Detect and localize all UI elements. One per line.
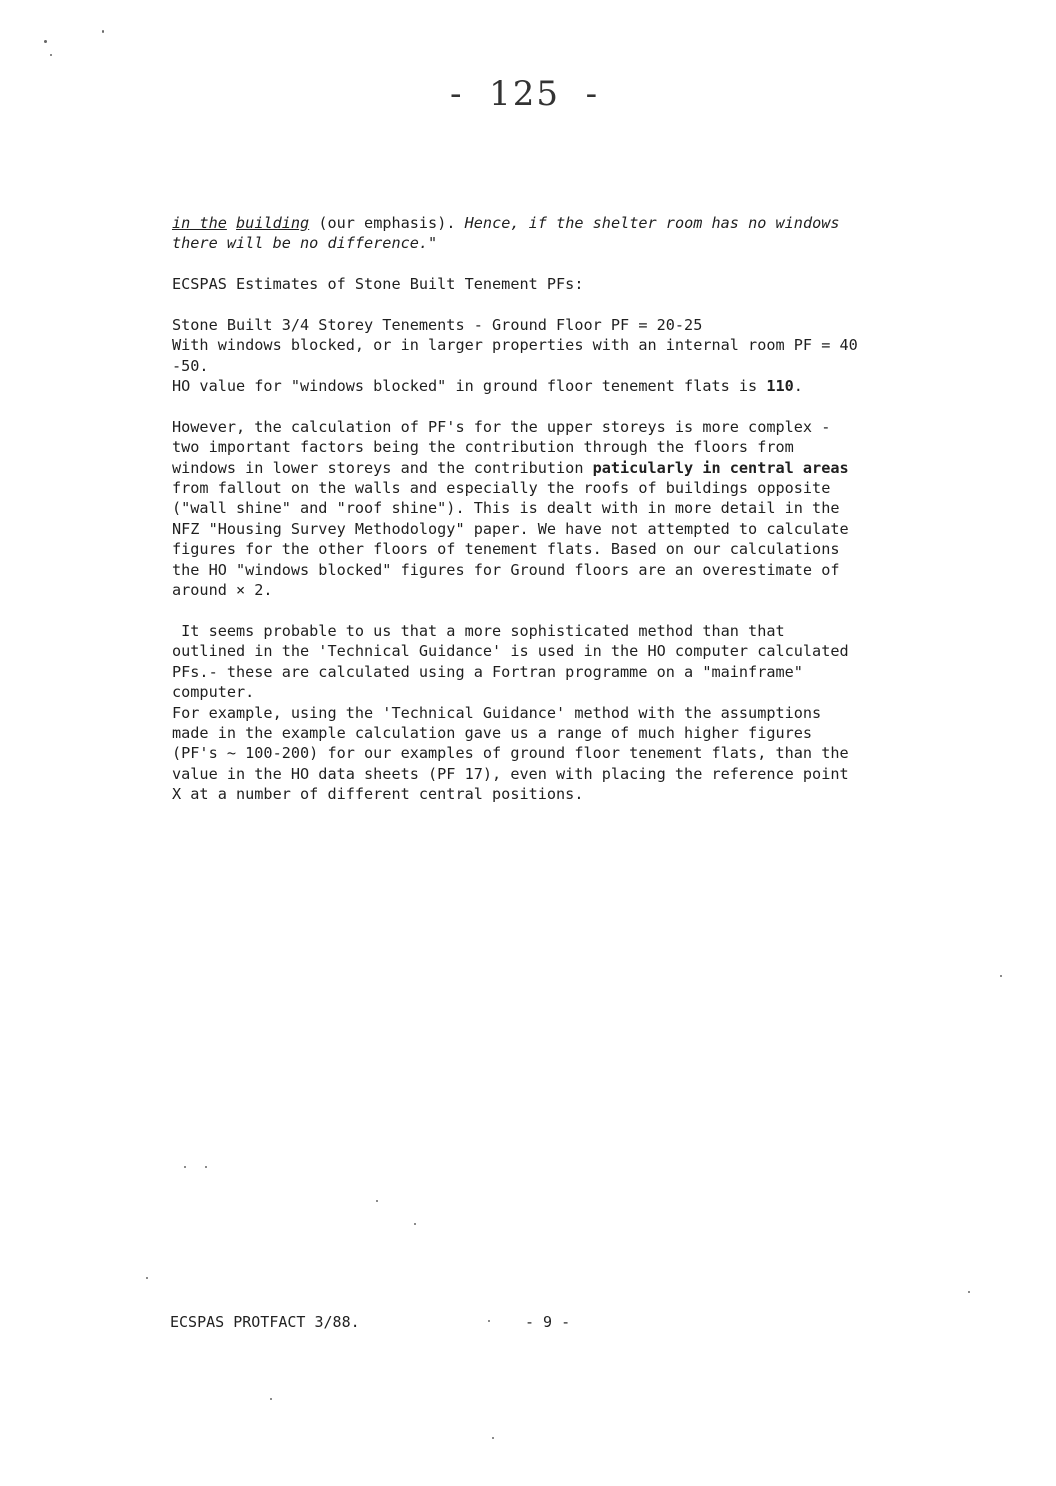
upper-line-4: from fallout on the walls and especially the roofs of buildings opposite [172, 479, 831, 498]
method-line-9: X at a number of different central positions. [172, 785, 584, 804]
quote-line-2: there will be no difference." [172, 234, 438, 253]
method-line-4: computer. [172, 683, 255, 702]
upper-line-2: two important factors being the contribution through the floors from [172, 438, 794, 457]
estimates-line-3: -50. [172, 356, 209, 375]
quote-tail-paragraph [172, 213, 952, 254]
scan-speck [146, 1277, 148, 1279]
scan-speck [205, 1166, 207, 1168]
emphasis-in-the: in the [172, 213, 227, 232]
upper-line-8: the HO "windows blocked" figures for Ground floors are an overestimate of [172, 560, 840, 579]
document-body [172, 172, 952, 825]
scan-speck [414, 1223, 416, 1225]
method-line-8: value in the HO data sheets (PF 17), even with placing the reference point [172, 764, 849, 783]
estimates-heading: ECSPAS Estimates of Stone Built Tenement PFs: [172, 275, 584, 294]
method-line-6: made in the example calculation gave us a range of much higher figures [172, 723, 813, 742]
upper-line-1: However, the calculation of PF's for the upper storeys is more complex - [172, 417, 831, 436]
method-line-2: outlined in the 'Technical Guidance' is used in the HO computer calculated [172, 642, 849, 661]
upper-line-6: NFZ "Housing Survey Methodology" paper. We have not attempted to calculate [172, 519, 849, 538]
ho-value-suffix: . [793, 377, 803, 396]
emphasis-space [227, 214, 236, 232]
emphasis-building: building [236, 213, 310, 232]
upper-line-9: around × 2. [172, 581, 273, 600]
upper-line-3 [172, 459, 849, 477]
method-line-7: (PF's ~ 100-200) for our examples of ground floor tenement flats, than the [172, 744, 849, 763]
scan-speck [44, 40, 47, 43]
estimates-paragraph [172, 315, 952, 397]
upper-line-3-bold: paticularly in central areas [592, 458, 849, 477]
estimates-line-1: Stone Built 3/4 Storey Tenements - Ground Floor PF = 20-25 [172, 315, 703, 334]
ho-value-text: HO value for "windows blocked" in ground floor tenement flats is [172, 377, 767, 396]
method-paragraph [172, 621, 952, 805]
scan-speck [488, 1320, 490, 1322]
scan-speck [270, 1398, 272, 1400]
ho-value-number: 110 [766, 377, 794, 396]
upper-line-7: figures for the other floors of tenement flats. Based on our calculations [172, 540, 840, 559]
estimates-line-2: With windows blocked, or in larger properties with an internal room PF = 40 [172, 336, 858, 355]
scan-speck [184, 1166, 186, 1168]
scan-speck [1000, 975, 1002, 977]
upper-line-3-text: windows in lower storeys and the contribution [172, 458, 593, 477]
our-emphasis-note: (our emphasis). [309, 213, 465, 232]
scan-speck [102, 30, 104, 33]
quote-line-1 [172, 214, 840, 232]
method-line-1: It seems probable to us that a more sophisticated method than that [172, 621, 785, 640]
handwritten-page-number: - 125 - [450, 74, 600, 114]
scan-speck [492, 1437, 494, 1439]
upper-storeys-paragraph [172, 417, 952, 601]
footer-page-number: - 9 - [525, 1313, 571, 1331]
scan-speck [50, 54, 52, 56]
footer-document-reference: ECSPAS PROTFACT 3/88. [170, 1313, 360, 1331]
upper-line-5: ("wall shine" and "roof shine"). This is dealt with in more detail in the [172, 499, 840, 518]
scan-speck [376, 1200, 378, 1202]
estimates-line-4 [172, 377, 803, 395]
quote-italic-text: Hence, if the shelter room has no windows [464, 213, 840, 232]
method-line-3: PFs.- these are calculated using a Fortran programme on a "mainframe" [172, 662, 803, 681]
scan-speck [968, 1291, 970, 1293]
method-line-5: For example, using the 'Technical Guidance' method with the assumptions [172, 703, 822, 722]
